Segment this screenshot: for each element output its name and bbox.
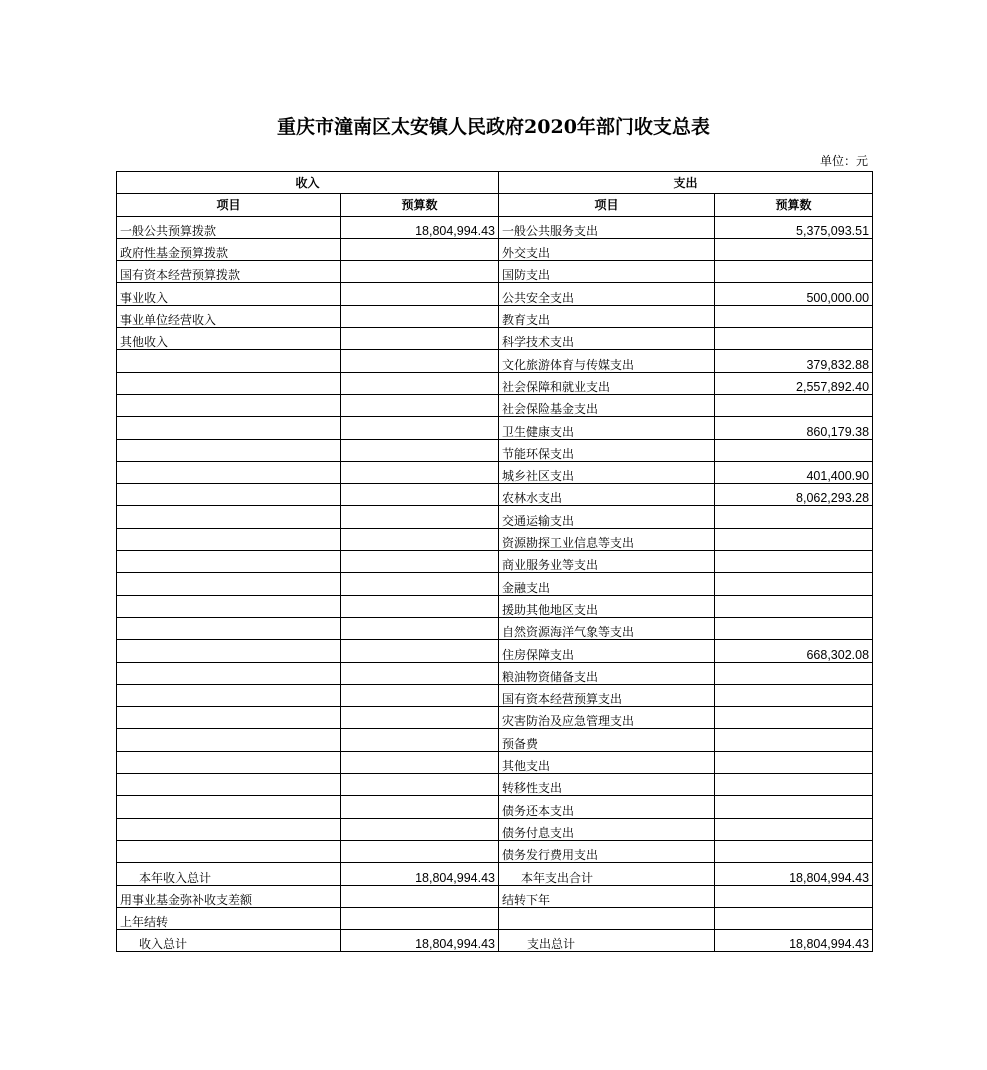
expense-amount-cell: 401,400.90 (715, 461, 873, 483)
expense-amount-cell (715, 261, 873, 283)
table-row (117, 372, 873, 394)
income-amount-cell (341, 328, 499, 350)
expense-item-cell: 一般公共服务支出 (499, 216, 715, 238)
expense-item-cell: 社会保障和就业支出 (499, 372, 715, 394)
expense-amount-cell: 379,832.88 (715, 350, 873, 372)
expense-amount-cell: 18,804,994.43 (715, 863, 873, 885)
income-item-cell (117, 707, 341, 729)
expense-item-cell (499, 907, 715, 929)
income-amount-cell (341, 528, 499, 550)
expense-amount-cell: 5,375,093.51 (715, 216, 873, 238)
income-amount-cell (341, 617, 499, 639)
table-row (117, 461, 873, 483)
income-amount-cell (341, 818, 499, 840)
income-item-cell (117, 461, 341, 483)
expense-item-cell: 住房保障支出 (499, 640, 715, 662)
income-item-cell (117, 751, 341, 773)
expense-amount-cell (715, 506, 873, 528)
table-row (117, 774, 873, 796)
expense-item-cell: 国有资本经营预算支出 (499, 684, 715, 706)
expense-amount-cell (715, 796, 873, 818)
expense-amount-cell (715, 840, 873, 862)
income-item-cell: 用事业基金弥补收支差额 (117, 885, 341, 907)
income-amount-cell: 18,804,994.43 (341, 216, 499, 238)
expense-item-cell: 债务付息支出 (499, 818, 715, 840)
expense-item-cell: 国防支出 (499, 261, 715, 283)
income-item-cell (117, 595, 341, 617)
table-row (117, 796, 873, 818)
table-row (117, 818, 873, 840)
income-item-cell: 政府性基金预算拨款 (117, 238, 341, 260)
income-amount-cell (341, 885, 499, 907)
expense-item-cell: 转移性支出 (499, 774, 715, 796)
expense-item-cell: 支出总计 (499, 930, 715, 952)
income-amount-cell (341, 751, 499, 773)
income-amount-cell (341, 283, 499, 305)
income-section-header: 收入 (117, 172, 499, 194)
income-item-cell: 其他收入 (117, 328, 341, 350)
expense-item-cell: 粮油物资储备支出 (499, 662, 715, 684)
income-amount-cell (341, 350, 499, 372)
table-row (117, 216, 873, 238)
budget-summary-table (116, 171, 873, 952)
income-item-cell (117, 840, 341, 862)
table-row (117, 707, 873, 729)
column-header-row (117, 194, 873, 216)
expense-item-cell: 本年支出合计 (499, 863, 715, 885)
report-title: 重庆市潼南区太安镇人民政府2020年部门收支总表 (277, 116, 710, 138)
income-item-cell (117, 551, 341, 573)
expense-amount-cell (715, 595, 873, 617)
expense-item-cell: 社会保险基金支出 (499, 394, 715, 416)
expense-item-cell: 结转下年 (499, 885, 715, 907)
income-amount-cell (341, 261, 499, 283)
expense-amount-cell: 500,000.00 (715, 283, 873, 305)
income-item-cell: 上年结转 (117, 907, 341, 929)
income-item-cell (117, 484, 341, 506)
expense-item-cell: 交通运输支出 (499, 506, 715, 528)
income-item-cell (117, 617, 341, 639)
expense-item-cell: 债务发行费用支出 (499, 840, 715, 862)
table-row (117, 617, 873, 639)
income-amount-cell (341, 417, 499, 439)
income-item-cell (117, 394, 341, 416)
income-amount-cell (341, 595, 499, 617)
table-row (117, 439, 873, 461)
expense-amount-cell (715, 238, 873, 260)
expense-amount-cell: 2,557,892.40 (715, 372, 873, 394)
income-amount-cell (341, 506, 499, 528)
table-row (117, 684, 873, 706)
income-amount-cell (341, 551, 499, 573)
income-amount-cell (341, 796, 499, 818)
table-row (117, 328, 873, 350)
income-item-cell: 事业单位经营收入 (117, 305, 341, 327)
table-row (117, 729, 873, 751)
expense-item-cell: 城乡社区支出 (499, 461, 715, 483)
income-item-cell: 本年收入总计 (117, 863, 341, 885)
expense-amount-cell (715, 439, 873, 461)
expense-item-cell: 预备费 (499, 729, 715, 751)
income-budget-header: 预算数 (341, 194, 499, 216)
table-row (117, 305, 873, 327)
table-row (117, 907, 873, 929)
income-item-cell (117, 774, 341, 796)
expense-amount-cell (715, 328, 873, 350)
expense-item-cell: 灾害防治及应急管理支出 (499, 707, 715, 729)
expense-amount-cell (715, 528, 873, 550)
income-amount-cell: 18,804,994.43 (341, 930, 499, 952)
income-item-cell (117, 528, 341, 550)
expense-amount-cell (715, 394, 873, 416)
income-item-cell (117, 506, 341, 528)
income-amount-cell: 18,804,994.43 (341, 863, 499, 885)
expense-item-cell: 教育支出 (499, 305, 715, 327)
income-item-cell: 一般公共预算拨款 (117, 216, 341, 238)
income-amount-cell (341, 640, 499, 662)
expense-item-cell: 金融支出 (499, 573, 715, 595)
expense-amount-cell: 860,179.38 (715, 417, 873, 439)
income-item-header: 项目 (117, 194, 341, 216)
expense-item-cell: 文化旅游体育与传媒支出 (499, 350, 715, 372)
income-amount-cell (341, 662, 499, 684)
income-item-cell (117, 372, 341, 394)
income-item-cell (117, 350, 341, 372)
table-row (117, 662, 873, 684)
income-amount-cell (341, 774, 499, 796)
expense-amount-cell (715, 774, 873, 796)
income-amount-cell (341, 573, 499, 595)
income-amount-cell (341, 484, 499, 506)
expense-item-cell: 外交支出 (499, 238, 715, 260)
expense-amount-cell: 8,062,293.28 (715, 484, 873, 506)
expense-item-cell: 援助其他地区支出 (499, 595, 715, 617)
table-row (117, 238, 873, 260)
table-row (117, 751, 873, 773)
table-row (117, 885, 873, 907)
income-item-cell (117, 818, 341, 840)
income-item-cell (117, 662, 341, 684)
expense-amount-cell (715, 551, 873, 573)
table-row (117, 840, 873, 862)
expense-item-cell: 农林水支出 (499, 484, 715, 506)
income-item-cell (117, 417, 341, 439)
expense-item-cell: 卫生健康支出 (499, 417, 715, 439)
income-amount-cell (341, 238, 499, 260)
table-row (117, 551, 873, 573)
income-item-cell (117, 684, 341, 706)
income-item-cell: 国有资本经营预算拨款 (117, 261, 341, 283)
expense-item-cell: 商业服务业等支出 (499, 551, 715, 573)
grand-totals-row (117, 930, 873, 952)
expense-amount-cell (715, 885, 873, 907)
expense-amount-cell (715, 684, 873, 706)
expense-amount-cell (715, 818, 873, 840)
expense-item-cell: 其他支出 (499, 751, 715, 773)
table-row (117, 595, 873, 617)
table-row (117, 283, 873, 305)
income-amount-cell (341, 439, 499, 461)
table-row (117, 350, 873, 372)
income-item-cell: 事业收入 (117, 283, 341, 305)
income-amount-cell (341, 907, 499, 929)
income-amount-cell (341, 729, 499, 751)
expense-budget-header: 预算数 (715, 194, 873, 216)
year-totals-row (117, 863, 873, 885)
expense-item-cell: 公共安全支出 (499, 283, 715, 305)
income-amount-cell (341, 305, 499, 327)
expense-item-cell: 自然资源海洋气象等支出 (499, 617, 715, 639)
income-item-cell (117, 729, 341, 751)
table-row (117, 640, 873, 662)
income-amount-cell (341, 840, 499, 862)
income-item-cell (117, 439, 341, 461)
expense-amount-cell (715, 617, 873, 639)
expense-item-cell: 债务还本支出 (499, 796, 715, 818)
expense-amount-cell (715, 751, 873, 773)
income-amount-cell (341, 461, 499, 483)
income-amount-cell (341, 707, 499, 729)
expense-section-header: 支出 (499, 172, 873, 194)
expense-amount-cell: 668,302.08 (715, 640, 873, 662)
table-row (117, 261, 873, 283)
expense-amount-cell (715, 707, 873, 729)
income-amount-cell (341, 684, 499, 706)
income-item-cell (117, 640, 341, 662)
expense-amount-cell: 18,804,994.43 (715, 930, 873, 952)
income-item-cell (117, 573, 341, 595)
expense-item-header: 项目 (499, 194, 715, 216)
expense-amount-cell (715, 662, 873, 684)
table-row (117, 394, 873, 416)
unit-label: 单位：元 (819, 154, 868, 168)
table-row (117, 573, 873, 595)
income-amount-cell (341, 372, 499, 394)
section-header-row (117, 172, 873, 194)
expense-amount-cell (715, 573, 873, 595)
table-row (117, 417, 873, 439)
table-row (117, 528, 873, 550)
expense-item-cell: 资源勘探工业信息等支出 (499, 528, 715, 550)
expense-item-cell: 节能环保支出 (499, 439, 715, 461)
income-item-cell: 收入总计 (117, 930, 341, 952)
income-item-cell (117, 796, 341, 818)
table-row (117, 506, 873, 528)
income-amount-cell (341, 394, 499, 416)
expense-amount-cell (715, 305, 873, 327)
expense-item-cell: 科学技术支出 (499, 328, 715, 350)
expense-amount-cell (715, 907, 873, 929)
expense-amount-cell (715, 729, 873, 751)
table-row (117, 484, 873, 506)
